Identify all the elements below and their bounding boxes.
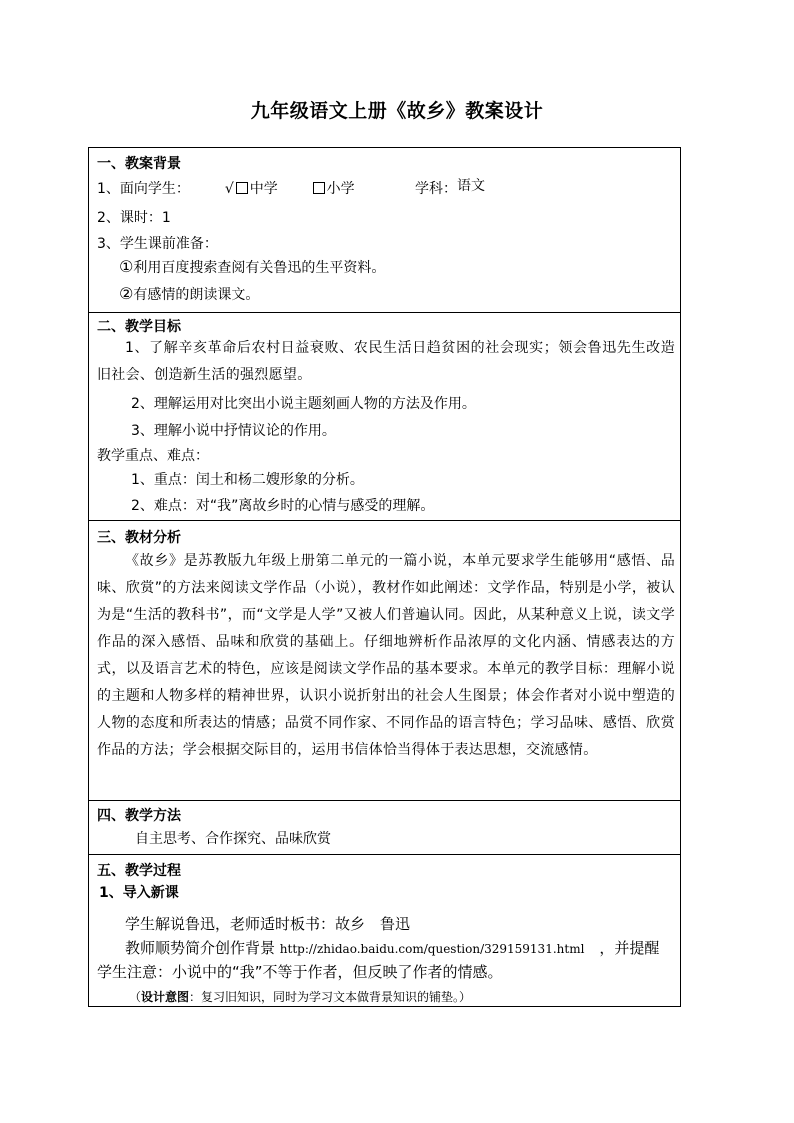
lesson-plan-table [88,147,681,1007]
goal-2: 2、理解运用对比突出小说主题刻画人物的方法及作用。 [131,396,476,412]
audience-label: 1、面向学生： [97,181,190,197]
key-point-1: 1、重点：闰土和杨二嫂形象的分析。 [131,472,364,488]
prep-item-1-text: 利用百度搜索查阅有关鲁迅的生平资料。 [133,260,386,276]
page-title: 九年级语文上册《故乡》教案设计 [250,100,544,122]
checkbox-primary-school[interactable] [313,182,325,194]
section-heading: 五、教学过程 [97,863,181,879]
section-background [89,148,680,313]
design-intent-open: （ [129,990,142,1004]
design-intent-text: ：复习旧知识，同时为学习文本做背景知识的铺垫。） [189,990,472,1004]
primary-school-label: 小学 [326,181,355,197]
methods-text: 自主思考、合作探究、品味欣赏 [135,831,331,847]
audience-row [97,180,355,198]
goal-1: 1、了解辛亥革命后农村日益衰败、农民生活日趋贫困的社会现实；领会鲁迅先生改造旧社会、创造新生活的强烈愿望。 [97,340,675,383]
prep-item-2-mark: ② [119,284,134,303]
section-goals [89,313,680,521]
middle-school-label: 中学 [249,181,278,197]
section-heading: 一、教案背景 [97,156,181,172]
subject-label: 学科： [415,181,457,197]
subsection-intro: 1、导入新课 [99,885,179,901]
background-link[interactable]: http://zhidao.baidu.com/question/329159131.html [279,942,585,956]
key-point-2: 2、难点：对“我”离故乡时的心情与感受的理解。 [131,498,435,514]
process-line-2-start: 教师顺势简介创作背景 [125,939,280,957]
section-heading: 二、教学目标 [97,319,181,335]
prep-item-2 [119,285,259,304]
material-analysis-text: 《故乡》是苏教版九年级上册第二单元的一篇小说，本单元要求学生能够用“感悟、品味、欣赏”的方法来阅读文学作品（小说），教材作如此阐述：文学作品，特别是小学，被认为是“生活的教科书”，而“文学是人学”又被人们普遍认同。因此，从某种意义上说，读文学作品的深入感悟、品味和欣赏的基础上。仔细地辨析作品浓厚的文化内涵、情感表达的方式，以及语言艺术的特色，应该是阅读文学作品的基本要求。本单元的教学目标：理解小说的主题和人物多样的精神世界，认识小说折射出的社会人生图景；体会作者对小说中塑造的人物的态度和所表达的情感；品赏不同作家、不同作品的语言特色；学习品味、感悟、欣赏作品的方法；学会根据交际目的，运用书信体恰当得体于表达思想，交流感情。 [97,553,675,758]
process-line-3: 学生注意：小说中的“我”不等于作者，但反映了作者的情感。 [97,963,503,981]
subject-value: 语文 [457,178,485,194]
prep-item-2-text: 有感情的朗读课文。 [133,287,260,303]
key-points-label: 教学重点、难点： [97,448,209,464]
prep-item-1 [119,258,385,277]
prep-item-1-mark: ① [119,257,134,276]
check-mark: √ [224,181,234,197]
process-line-2-end: ，并提醒 [584,939,660,957]
subject-row [415,180,485,198]
design-intent [129,988,471,1006]
section-material-analysis [89,521,680,801]
section-heading: 四、教学方法 [97,808,181,824]
goal-3: 3、理解小说中抒情议论的作用。 [131,423,336,439]
design-intent-label: 设计意图 [141,990,190,1004]
prep-label: 3、学生课前准备： [97,236,218,252]
process-line-1: 学生解说鲁迅，老师适时板书：故乡 鲁迅 [125,915,411,933]
process-line-2 [125,939,659,958]
period-row: 2、课时：1 [97,210,171,226]
section-process [89,855,680,1008]
section-heading: 三、教材分析 [97,530,181,546]
checkbox-middle-school[interactable] [236,182,248,194]
section-methods [89,801,680,855]
